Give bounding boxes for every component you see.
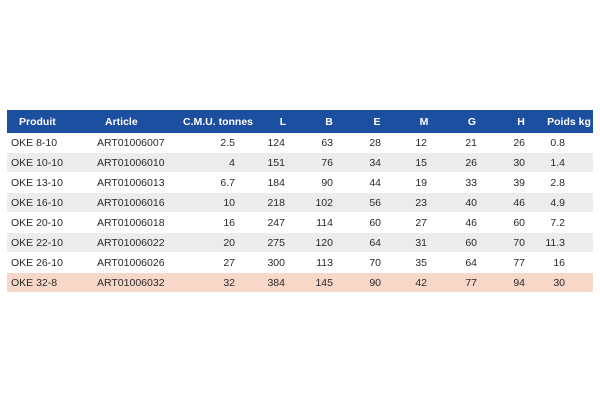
cell-l: 184	[261, 173, 305, 193]
table-row	[7, 193, 593, 213]
table-row	[7, 133, 593, 153]
cell-produit: OKE 13-10	[7, 173, 89, 193]
cell-b: 114	[305, 213, 353, 233]
cell-cmu: 27	[175, 253, 261, 273]
cell-l: 247	[261, 213, 305, 233]
cell-h: 39	[497, 173, 545, 193]
cell-article: ART01006016	[89, 193, 175, 213]
cell-produit: OKE 26-10	[7, 253, 89, 273]
cell-l: 300	[261, 253, 305, 273]
product-spec-table	[7, 110, 593, 293]
cell-produit: OKE 22-10	[7, 233, 89, 253]
cell-poids: 2.8	[545, 173, 593, 193]
cell-b: 90	[305, 173, 353, 193]
cell-m: 15	[401, 153, 447, 173]
table-row	[7, 233, 593, 253]
cell-m: 27	[401, 213, 447, 233]
column-header-produit: Produit	[19, 115, 56, 128]
cell-article: ART01006022	[89, 233, 175, 253]
cell-b: 102	[305, 193, 353, 213]
cell-h: 26	[497, 133, 545, 153]
column-header-e: E	[373, 115, 381, 128]
cell-e: 64	[353, 233, 401, 253]
cell-poids: 0.8	[545, 133, 593, 153]
cell-b: 145	[305, 273, 353, 293]
table-row	[7, 213, 593, 233]
cell-b: 113	[305, 253, 353, 273]
table-row-highlighted	[7, 273, 593, 293]
cell-g: 60	[447, 233, 497, 253]
cell-poids: 11.3	[545, 233, 593, 253]
cell-m: 35	[401, 253, 447, 273]
cell-g: 26	[447, 153, 497, 173]
cell-e: 70	[353, 253, 401, 273]
cell-e: 90	[353, 273, 401, 293]
cell-article: ART01006013	[89, 173, 175, 193]
cell-e: 56	[353, 193, 401, 213]
cell-poids: 1.4	[545, 153, 593, 173]
cell-cmu: 6.7	[175, 173, 261, 193]
cell-cmu: 2.5	[175, 133, 261, 153]
cell-b: 76	[305, 153, 353, 173]
cell-cmu: 32	[175, 273, 261, 293]
cell-l: 151	[261, 153, 305, 173]
cell-h: 60	[497, 213, 545, 233]
column-header-poids: Poids kg	[547, 115, 591, 128]
table-row	[7, 253, 593, 273]
cell-h: 94	[497, 273, 545, 293]
cell-produit: OKE 16-10	[7, 193, 89, 213]
cell-article: ART01006032	[89, 273, 175, 293]
cell-m: 31	[401, 233, 447, 253]
cell-l: 275	[261, 233, 305, 253]
product-spec-table-wrapper	[7, 110, 593, 293]
cell-e: 44	[353, 173, 401, 193]
cell-cmu: 10	[175, 193, 261, 213]
cell-g: 46	[447, 213, 497, 233]
table-row	[7, 153, 593, 173]
cell-produit: OKE 32-8	[7, 273, 89, 293]
cell-g: 77	[447, 273, 497, 293]
column-header-m: M	[419, 115, 429, 128]
cell-e: 60	[353, 213, 401, 233]
cell-m: 42	[401, 273, 447, 293]
cell-poids: 16	[545, 253, 593, 273]
cell-cmu: 4	[175, 153, 261, 173]
cell-m: 12	[401, 133, 447, 153]
cell-h: 46	[497, 193, 545, 213]
cell-poids: 7.2	[545, 213, 593, 233]
cell-h: 77	[497, 253, 545, 273]
table-header-row	[7, 110, 593, 133]
cell-cmu: 20	[175, 233, 261, 253]
cell-l: 218	[261, 193, 305, 213]
column-header-l: L	[279, 115, 287, 128]
cell-g: 33	[447, 173, 497, 193]
cell-g: 40	[447, 193, 497, 213]
column-header-article: Article	[105, 115, 138, 128]
cell-g: 64	[447, 253, 497, 273]
column-header-cmu: C.M.U. tonnes	[183, 115, 253, 128]
cell-m: 23	[401, 193, 447, 213]
column-header-h: H	[517, 115, 525, 128]
cell-l: 384	[261, 273, 305, 293]
table-row	[7, 173, 593, 193]
cell-poids: 4.9	[545, 193, 593, 213]
cell-cmu: 16	[175, 213, 261, 233]
cell-e: 28	[353, 133, 401, 153]
column-header-b: B	[325, 115, 333, 128]
cell-produit: OKE 20-10	[7, 213, 89, 233]
cell-b: 120	[305, 233, 353, 253]
cell-m: 19	[401, 173, 447, 193]
cell-b: 63	[305, 133, 353, 153]
cell-e: 34	[353, 153, 401, 173]
cell-produit: OKE 10-10	[7, 153, 89, 173]
cell-l: 124	[261, 133, 305, 153]
cell-h: 70	[497, 233, 545, 253]
cell-article: ART01006010	[89, 153, 175, 173]
cell-poids: 30	[545, 273, 593, 293]
cell-article: ART01006007	[89, 133, 175, 153]
cell-article: ART01006018	[89, 213, 175, 233]
cell-article: ART01006026	[89, 253, 175, 273]
column-header-g: G	[467, 115, 477, 128]
cell-h: 30	[497, 153, 545, 173]
cell-produit: OKE 8-10	[7, 133, 89, 153]
cell-g: 21	[447, 133, 497, 153]
